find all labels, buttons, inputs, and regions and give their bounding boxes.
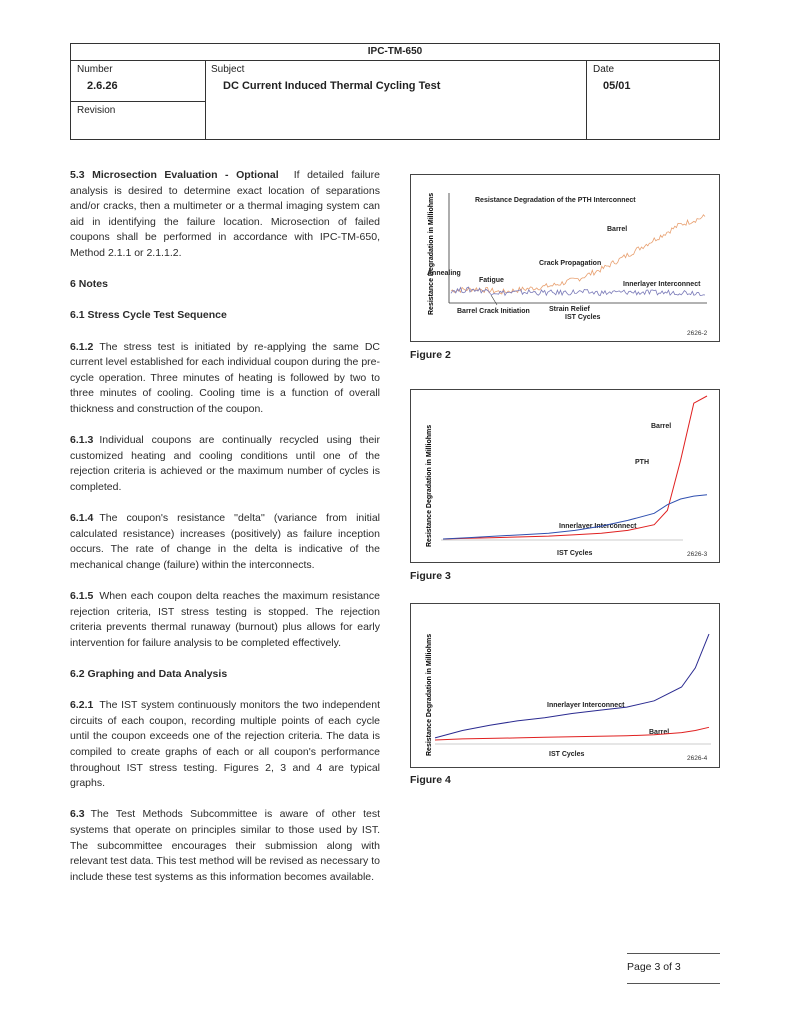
page-number: Page 3 of 3	[627, 961, 681, 973]
section-6-2-1	[70, 698, 380, 792]
section-number: 6.1.3	[70, 434, 94, 447]
series-line-barrel	[443, 396, 707, 539]
section-number: 5.3	[70, 169, 85, 181]
annotation-pth: PTH	[635, 459, 649, 466]
section-number: 6.1.2	[70, 340, 94, 353]
annotation-barrel: Barrel	[649, 729, 670, 736]
figure-4-chart	[410, 603, 720, 768]
date-label: Date	[593, 64, 615, 75]
doc-title: IPC-TM-650	[71, 44, 719, 61]
section-text: The coupon's resistance ''delta'' (variance from initial calculated resistance) increases (positively) as failure inception occurs. The rate of change in the delta is indicative of the mechanical change (failure) within the interconnects.	[70, 512, 380, 571]
annotation-arrow	[491, 295, 497, 305]
footer-rule	[627, 983, 720, 984]
figure-3-svg	[411, 390, 719, 562]
section-5-3	[70, 168, 380, 262]
heading-notes: 6 Notes	[70, 278, 108, 291]
date-value: 05/01	[603, 80, 631, 92]
section-title: Microsection Evaluation - Optional	[92, 169, 279, 181]
figure-4-svg	[411, 604, 719, 767]
annotation-innerlayer: Innerlayer Interconnect	[547, 702, 625, 709]
figure-4-caption: Figure 4	[410, 774, 451, 786]
subject-value: DC Current Induced Thermal Cycling Test	[223, 80, 441, 92]
y-axis-label: Resistance Degradation in Milliohms	[426, 424, 433, 547]
heading-6-1: 6.1 Stress Cycle Test Sequence	[70, 309, 227, 322]
section-number: 6.2.1	[70, 699, 94, 712]
figure-3-caption: Figure 3	[410, 570, 451, 582]
divider	[205, 60, 206, 139]
annotation-barrel: Barrel	[607, 226, 628, 233]
figure-2-svg	[411, 175, 719, 341]
section-6-1-3	[70, 433, 380, 495]
subject-label: Subject	[211, 64, 245, 75]
section-6-1-2	[70, 340, 380, 418]
section-6-1-5	[70, 589, 380, 651]
annotation-barrel-crack-initiation: Barrel Crack Initiation	[457, 308, 530, 315]
x-axis-label: IST Cycles	[549, 751, 585, 758]
section-number: 6.1.5	[70, 590, 94, 603]
figure-id: 2626-4	[687, 755, 708, 762]
heading-6-2: 6.2 Graphing and Data Analysis	[70, 668, 228, 680]
number-label: Number	[77, 64, 113, 75]
body-text-column	[70, 168, 380, 901]
number-value: 2.6.26	[87, 80, 118, 92]
divider	[586, 60, 587, 139]
revision-label: Revision	[77, 105, 116, 116]
x-axis-label: IST Cycles	[565, 314, 601, 321]
annotation-innerlayer: Innerlayer Interconnect	[559, 523, 637, 530]
section-6-3	[70, 807, 380, 885]
x-axis-label: IST Cycles	[557, 550, 593, 557]
document-header	[70, 43, 720, 140]
footer-rule	[627, 953, 720, 954]
section-text: The IST system continuously monitors the two independent circuits of each coupon, recording multiple points of each cycle until the coupon exceeds one of the rejection criteria. The data is compiled to create graphs of each or all coupon's performance throughout IST stress testing. Figures 2, 3 and 4 are typical graphs.	[70, 699, 380, 790]
section-number: 6.3	[70, 808, 85, 821]
chart-title: Resistance Degradation of the PTH Interconnect	[475, 197, 636, 204]
figure-id: 2626-3	[687, 551, 708, 558]
figure-2-caption: Figure 2	[410, 349, 451, 361]
section-text: Individual coupons are continually recycled using their customized heating and cooling conditions until one of the rejection criteria is achieved or the maximum number of cycles is completed.	[70, 434, 380, 493]
annotation-strain-relief: Strain Relief	[549, 306, 590, 313]
series-line-innerlayer-interconnect	[451, 287, 705, 296]
divider	[71, 101, 205, 102]
figure-2-chart	[410, 174, 720, 342]
annotation-barrel: Barrel	[651, 423, 672, 430]
section-6-1-4	[70, 511, 380, 573]
section-text: The stress test is initiated by re-applying the same DC current level established for each individual coupon during the pre-cycle operation. Three minutes of heating is followed by two to three minutes of cooling. Cooling time is a function of overall thickness and construction of the coupon.	[70, 340, 380, 415]
figure-3-chart	[410, 389, 720, 563]
annotation-innerlayer: Innerlayer Interconnect	[623, 281, 701, 288]
annotation-annealing: Annealing	[427, 270, 461, 277]
annotation-crack-propagation: Crack Propagation	[539, 260, 602, 267]
section-text: The Test Methods Subcommittee is aware of other test systems that operate on principles similar to those used by IST. The subcommittee encourages their submission along with relevant test data. This test method will be revised as necessary to include these test systems as this information becomes available.	[70, 808, 380, 883]
section-text: If detailed failure analysis is desired to determine exact location of separations and/or cracks, then a multimeter or a thermal imaging system can aid in identifying the failure location. Microsection of failed coupons shall be performed in accordance with IPC-TM-650, Method 2.1.1 or 2.1.1.2.	[70, 169, 380, 259]
annotation-fatigue: Fatigue	[479, 277, 504, 284]
section-number: 6.1.4	[70, 512, 94, 525]
figure-id: 2626-2	[687, 330, 708, 337]
series-line-innerlayer-interconnect	[443, 495, 707, 539]
y-axis-label: Resistance Degradation in Milliohms	[428, 192, 435, 315]
series-line-innerlayer-interconnect	[435, 634, 709, 738]
section-text: When each coupon delta reaches the maximum resistance rejection criteria, IST stress testing is stopped. The rejection criteria prevents thermal runaway (burnout) plus allows for early intervention for failure analysis to be completed effectively.	[70, 590, 380, 649]
y-axis-label: Resistance Degradation in Milliohms	[426, 633, 433, 756]
